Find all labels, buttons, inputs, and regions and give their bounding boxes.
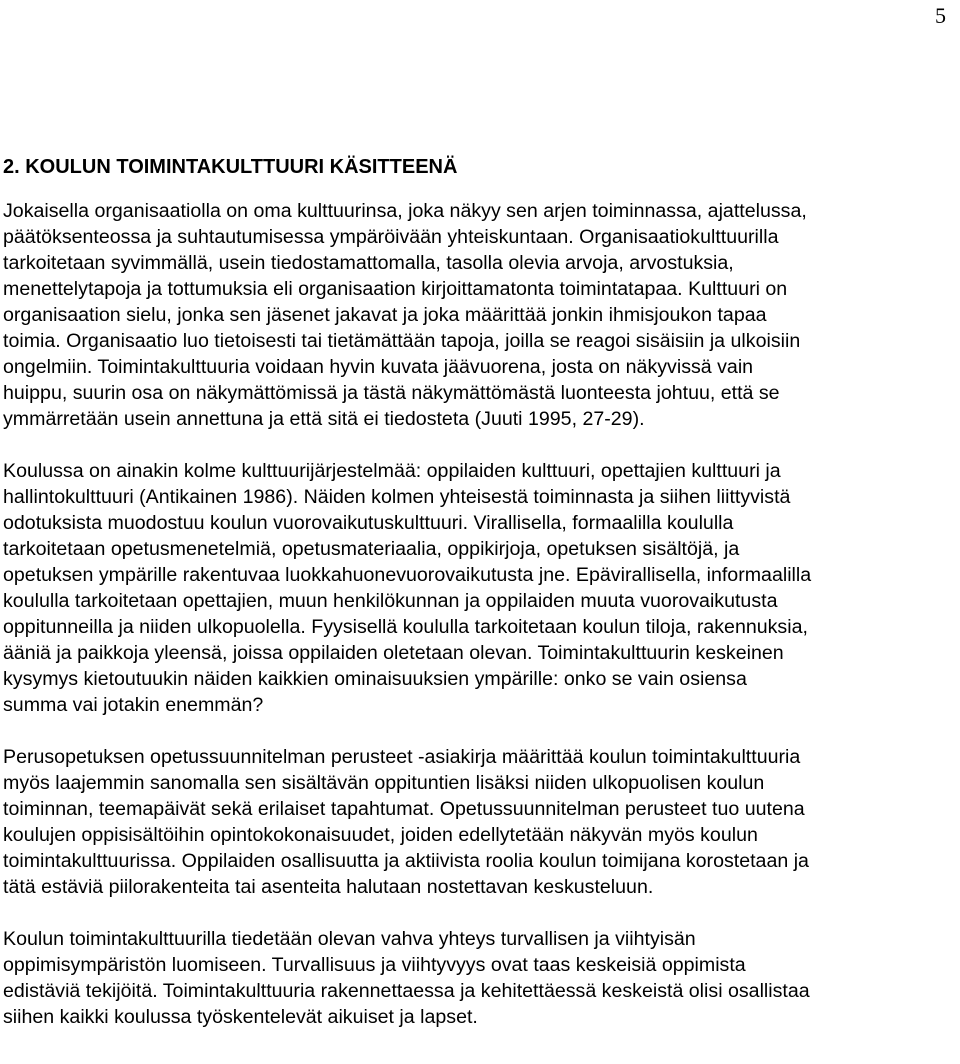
text-line: oppimisympäristön luomiseen. Turvallisuus ja viihtyvyys ovat taas keskeisiä oppimista: [3, 954, 746, 976]
text-line: ongelmiin. Toimintakulttuuria voidaan hyvin kuvata jäävuorena, josta on näkyvissä vain: [3, 356, 754, 378]
text-line: myös laajemmin sanomalla sen sisältävän oppituntien lisäksi niiden ulkopuolisen koulun: [3, 772, 765, 794]
text-line: päätöksenteossa ja suhtautumisessa ympäröivään yhteiskuntaan. Organisaatiokulttuurilla: [3, 226, 779, 248]
text-line: menettelytapoja ja tottumuksia eli organisaation kirjoittamatonta toimintatapaa. Kulttuuri on: [3, 278, 788, 300]
text-line: toiminnan, teemapäivät sekä erilaiset tapahtumat. Opetussuunnitelman perusteet tuo uutena: [3, 798, 805, 820]
text-line: tarkoitetaan syvimmällä, usein tiedostamattomalla, tasolla olevia arvoja, arvostuksia,: [3, 252, 734, 274]
paragraph-1: [3, 198, 960, 432]
page-number: 5: [935, 3, 946, 28]
text-line: Jokaisella organisaatiolla on oma kulttuurinsa, joka näkyy sen arjen toiminnassa, ajattelussa,: [3, 200, 807, 222]
text-line: organisaation sielu, jonka sen jäsenet jakavat ja joka määrittää jonkin ihmisjoukon tapaa: [3, 304, 767, 326]
paragraph-3: [3, 744, 960, 900]
text-line: opetuksen ympärille rakentuvaa luokkahuonevuorovaikutusta jne. Epävirallisella, informaalilla: [3, 564, 812, 586]
text-line: siihen kaikki koulussa työskentelevät aikuiset ja lapset.: [3, 1006, 478, 1028]
text-line: koululla tarkoitetaan opettajien, muun henkilökunnan ja oppilaiden muuta vuorovaikutusta: [3, 590, 778, 612]
text-line: Koulun toimintakulttuurilla tiedetään olevan vahva yhteys turvallisen ja viihtyisän: [3, 928, 696, 950]
text-line: tätä estäviä piilorakenteita tai asenteita halutaan nostettavan keskusteluun.: [3, 876, 654, 898]
text-line: Perusopetuksen opetussuunnitelman perusteet -asiakirja määrittää koulun toimintakulttuuria: [3, 746, 801, 768]
text-line: toimintakulttuurissa. Oppilaiden osallisuutta ja aktiivista roolia koulun toimijana korostetaan ja: [3, 850, 809, 872]
paragraph-4: [3, 926, 960, 1030]
section-heading: 2. KOULUN TOIMINTAKULTTUURI KÄSITTEENÄ: [3, 156, 458, 178]
text-line: hallintokulttuuri (Antikainen 1986). Näiden kolmen yhteisestä toiminnasta ja siihen liittyvistä: [3, 486, 791, 508]
paragraph-2: [3, 458, 960, 718]
text-line: edistäviä tekijöitä. Toimintakulttuuria rakennettaessa ja kehitettäessä keskeistä olisi osallistaa: [3, 980, 810, 1002]
text-line: koulujen oppisisältöihin opintokokonaisuudet, joiden edellytetään näkyvän myös koulun: [3, 824, 758, 846]
text-line: Koulussa on ainakin kolme kulttuurijärjestelmää: oppilaiden kulttuuri, opettajien kulttuuri ja: [3, 460, 781, 482]
text-line: ääniä ja paikkoja yleensä, joissa oppilaiden oletetaan olevan. Toimintakulttuurin keskeinen: [3, 642, 784, 664]
text-line: ymmärretään usein annettuna ja että sitä ei tiedosteta (Juuti 1995, 27-29).: [3, 408, 645, 430]
text-line: toimia. Organisaatio luo tietoisesti tai tietämättään tapoja, joilla se reagoi sisäisiin ja ulkoisiin: [3, 330, 801, 352]
text-line: summa vai jotakin enemmän?: [3, 694, 264, 716]
text-line: kysymys kietoutuukin näiden kaikkien ominaisuuksien ympärille: onko se vain osiensa: [3, 668, 747, 690]
text-line: huippu, suurin osa on näkymättömissä ja tästä näkymättömästä luonteesta johtuu, että se: [3, 382, 780, 404]
document-body: [3, 154, 960, 1056]
text-line: oppitunneilla ja niiden ulkopuolella. Fyysisellä koululla tarkoitetaan koulun tiloja, rakennuksia,: [3, 616, 808, 638]
text-line: odotuksista muodostuu koulun vuorovaikutuskulttuuri. Virallisella, formaalilla koululla: [3, 512, 734, 534]
text-line: tarkoitetaan opetusmenetelmiä, opetusmateriaalia, oppikirjoja, opetuksen sisältöjä, ja: [3, 538, 740, 560]
